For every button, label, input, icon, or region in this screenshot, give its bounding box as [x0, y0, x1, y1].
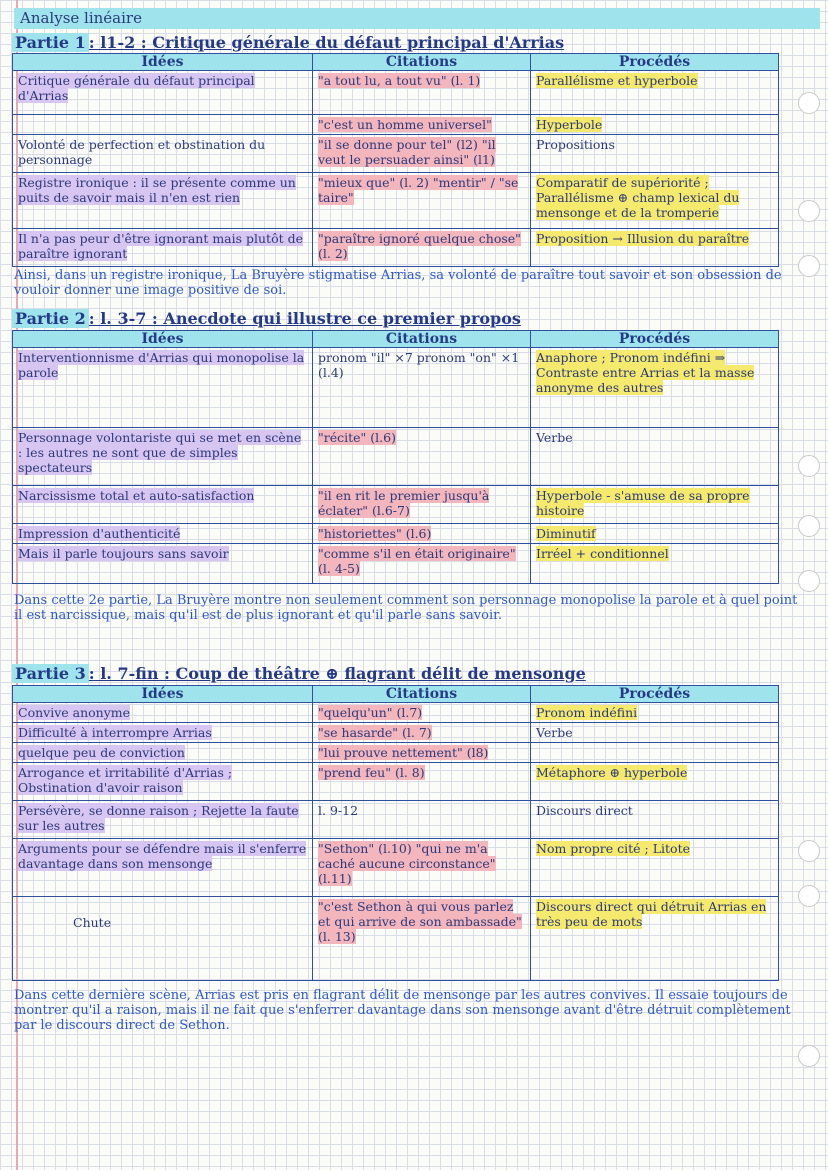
idee-cell: [13, 135, 313, 173]
table-row: [13, 428, 779, 486]
idee-cell: [13, 897, 313, 981]
procede-cell: [531, 173, 779, 229]
header-idees: Idées: [13, 331, 313, 348]
idee-text: Personnage volontariste qui se met en scène : les autres ne sont que de simples spectateurs: [18, 430, 302, 475]
citation-text: "a tout lu, a tout vu" (l. 1): [318, 73, 481, 88]
binder-hole: [798, 1045, 820, 1067]
table-row: [13, 229, 779, 267]
citation-cell: [313, 173, 531, 229]
procede-cell: [531, 801, 779, 839]
table-row: [13, 763, 779, 801]
citation-text: "il en rit le premier jusqu'à éclater" (l.6-7): [318, 488, 490, 518]
table-row: [13, 115, 779, 135]
table-row: [13, 703, 779, 723]
part3-label: Partie 3: [12, 664, 89, 683]
procede-text: Propositions: [536, 137, 615, 152]
table-row: [13, 743, 779, 763]
citation-cell: [313, 524, 531, 544]
citation-cell: [313, 897, 531, 981]
procede-text: Verbe: [536, 430, 573, 445]
citation-text: "prend feu" (l. 8): [318, 765, 425, 780]
citation-cell: [313, 348, 531, 428]
citation-cell: [313, 428, 531, 486]
idee-cell: [13, 486, 313, 524]
citation-text: "historiettes" (l.6): [318, 526, 432, 541]
citation-text: "mieux que" (l. 2) "mentir" / "se taire": [318, 175, 519, 205]
page-title: Analyse linéaire: [14, 8, 820, 29]
procede-cell: [531, 348, 779, 428]
binder-hole: [798, 885, 820, 907]
procede-text: Proposition → Illusion du paraître: [536, 231, 750, 246]
procede-cell: [531, 135, 779, 173]
citation-cell: [313, 544, 531, 584]
idee-text: Arrogance et irritabilité d'Arrias ; Obstination d'avoir raison: [18, 765, 233, 795]
idee-text: Registre ironique : il se présente comme un puits de savoir mais il n'en est rien: [18, 175, 296, 205]
procede-text: Discours direct: [536, 803, 633, 818]
idee-cell: [13, 723, 313, 743]
idee-cell: [13, 71, 313, 115]
procede-text: Métaphore ⊕ hyperbole: [536, 765, 688, 780]
citation-text: "il se donne pour tel" (l2) "il veut le persuader ainsi" (l1): [318, 137, 496, 167]
binder-hole: [798, 570, 820, 592]
procede-cell: [531, 544, 779, 584]
idee-text: Critique générale du défaut principal d'Arrias: [18, 73, 255, 103]
procede-text: Pronom indéfini: [536, 705, 638, 720]
idee-cell: [13, 173, 313, 229]
idee-text: Interventionnisme d'Arrias qui monopolise la parole: [18, 350, 305, 380]
idee-cell: [13, 524, 313, 544]
header-citations: Citations: [313, 686, 531, 703]
part1-summary: Ainsi, dans un registre ironique, La Bruyère stigmatise Arrias, sa volonté de paraître tout savoir et son obsession de vouloir donner une image positive de soi.: [14, 268, 782, 298]
citation-cell: [313, 229, 531, 267]
binder-hole: [798, 92, 820, 114]
procede-cell: [531, 524, 779, 544]
header-citations: Citations: [313, 331, 531, 348]
table-row: [13, 801, 779, 839]
citation-cell: [313, 486, 531, 524]
part2-label: Partie 2: [12, 309, 89, 328]
header-procedes: Procédés: [531, 686, 779, 703]
binder-hole: [798, 840, 820, 862]
header-idees: Idées: [13, 54, 313, 71]
citation-text: "quelqu'un" (l.7): [318, 705, 423, 720]
idee-text: Arguments pour se défendre mais il s'enferre davantage dans son mensonge: [18, 841, 307, 871]
idee-text: Volonté de perfection et obstination du personnage: [18, 137, 266, 167]
citation-cell: [313, 135, 531, 173]
table-row: [13, 173, 779, 229]
procede-cell: [531, 71, 779, 115]
idee-text: Narcissisme total et auto-satisfaction: [18, 488, 255, 503]
table-row: [13, 839, 779, 897]
header-procedes: Procédés: [531, 331, 779, 348]
idee-text: Mais il parle toujours sans savoir: [18, 546, 229, 561]
part2-summary: Dans cette 2e partie, La Bruyère montre non seulement comment son personnage monopolise la parole et à quel point il est narcissique, mais qu'il est de plus ignorant et qu'il parle sans savoir.: [14, 593, 798, 623]
idee-cell: [13, 801, 313, 839]
idee-cell: [13, 115, 313, 135]
citation-text: "c'est Sethon à qui vous parlez et qui arrive de son ambassade" (l. 13): [318, 899, 522, 944]
procede-text: Verbe: [536, 725, 573, 740]
table-row: [13, 348, 779, 428]
idee-cell: [13, 229, 313, 267]
citation-text: l. 9-12: [318, 803, 359, 818]
part1-heading: : l1-2 : Critique générale du défaut principal d'Arrias: [88, 33, 565, 52]
citation-cell: [313, 839, 531, 897]
procede-cell: [531, 763, 779, 801]
idee-text: Difficulté à interrompre Arrias: [18, 725, 212, 740]
procede-cell: [531, 115, 779, 135]
idee-cell: [13, 348, 313, 428]
procede-cell: [531, 229, 779, 267]
procede-text: Parallélisme et hyperbole: [536, 73, 698, 88]
procede-text: Comparatif de supériorité ; Parallélisme ⊕ champ lexical du mensonge et de la tromperie: [536, 175, 740, 220]
idee-cell: [13, 703, 313, 723]
procede-text: Diminutif: [536, 526, 596, 541]
procede-text: Discours direct qui détruit Arrias en très peu de mots: [536, 899, 767, 929]
citation-text: "Sethon" (l.10) "qui ne m'a caché aucune circonstance" (l.11): [318, 841, 496, 886]
part1-label: Partie 1: [12, 33, 89, 52]
citation-cell: [313, 703, 531, 723]
header-citations: Citations: [313, 54, 531, 71]
part3-title: [12, 664, 586, 683]
idee-cell: [13, 743, 313, 763]
idee-text: quelque peu de conviction: [18, 745, 185, 760]
binder-hole: [798, 200, 820, 222]
citation-cell: [313, 801, 531, 839]
procede-cell: [531, 897, 779, 981]
idee-cell: [13, 839, 313, 897]
part1-title: [12, 33, 564, 52]
part3-table: [12, 685, 779, 981]
idee-cell: [13, 763, 313, 801]
idee-text: Il n'a pas peur d'être ignorant mais plutôt de paraître ignorant: [18, 231, 304, 261]
idee-text: Persévère, se donne raison ; Rejette la faute sur les autres: [18, 803, 299, 833]
table-row: [13, 897, 779, 981]
citation-text: "lui prouve nettement" (l8): [318, 745, 489, 760]
citation-cell: [313, 763, 531, 801]
procede-text: Irréel + conditionnel: [536, 546, 669, 561]
idee-cell: [13, 544, 313, 584]
table-row: [13, 524, 779, 544]
citation-text: "c'est un homme universel": [318, 117, 492, 132]
citation-text: "paraître ignoré quelque chose" (l. 2): [318, 231, 521, 261]
part1-table: [12, 53, 779, 267]
citation-cell: [313, 743, 531, 763]
procede-text: Anaphore ; Pronom indéfini ⇒ Contraste entre Arrias et la masse anonyme des autres: [536, 350, 755, 395]
table-row: [13, 486, 779, 524]
table-row: [13, 71, 779, 115]
part3-heading: : l. 7-fin : Coup de théâtre ⊕ flagrant délit de mensonge: [88, 664, 586, 683]
procede-text: Nom propre cité ; Litote: [536, 841, 690, 856]
table-header-row: [13, 54, 779, 71]
procede-cell: [531, 703, 779, 723]
binder-hole: [798, 515, 820, 537]
citation-cell: [313, 723, 531, 743]
procede-text: Hyperbole: [536, 117, 603, 132]
table-row: [13, 544, 779, 584]
header-procedes: Procédés: [531, 54, 779, 71]
header-idees: Idées: [13, 686, 313, 703]
idee-text: Impression d'authenticité: [18, 526, 181, 541]
procede-cell: [531, 743, 779, 763]
part3-summary: Dans cette dernière scène, Arrias est pris en flagrant délit de mensonge par les autres convives. Il essaie toujours de montrer qu'il a raison, mais il ne fait que s'enferrer davantage dans son mensonge avant d'être détruit complètement par le discours direct de Sethon.: [14, 988, 791, 1033]
part2-table: [12, 330, 779, 584]
table-header-row: [13, 331, 779, 348]
procede-cell: [531, 723, 779, 743]
citation-text: "comme s'il en était originaire" (l. 4-5): [318, 546, 516, 576]
binder-hole: [798, 455, 820, 477]
idee-text: Chute: [73, 915, 112, 930]
citation-text: pronom "il" ×7 pronom "on" ×1 (l.4): [318, 350, 520, 380]
procede-text: Hyperbole - s'amuse de sa propre histoire: [536, 488, 750, 518]
idee-cell: [13, 428, 313, 486]
part2-heading: : l. 3-7 : Anecdote qui illustre ce premier propos: [88, 309, 521, 328]
citation-cell: [313, 115, 531, 135]
citation-cell: [313, 71, 531, 115]
citation-text: "récite" (l.6): [318, 430, 396, 445]
table-header-row: [13, 686, 779, 703]
procede-cell: [531, 486, 779, 524]
table-row: [13, 135, 779, 173]
idee-text: Convive anonyme: [18, 705, 131, 720]
table-row: [13, 723, 779, 743]
part2-title: [12, 309, 521, 328]
procede-cell: [531, 839, 779, 897]
citation-text: "se hasarde" (l. 7): [318, 725, 432, 740]
procede-cell: [531, 428, 779, 486]
